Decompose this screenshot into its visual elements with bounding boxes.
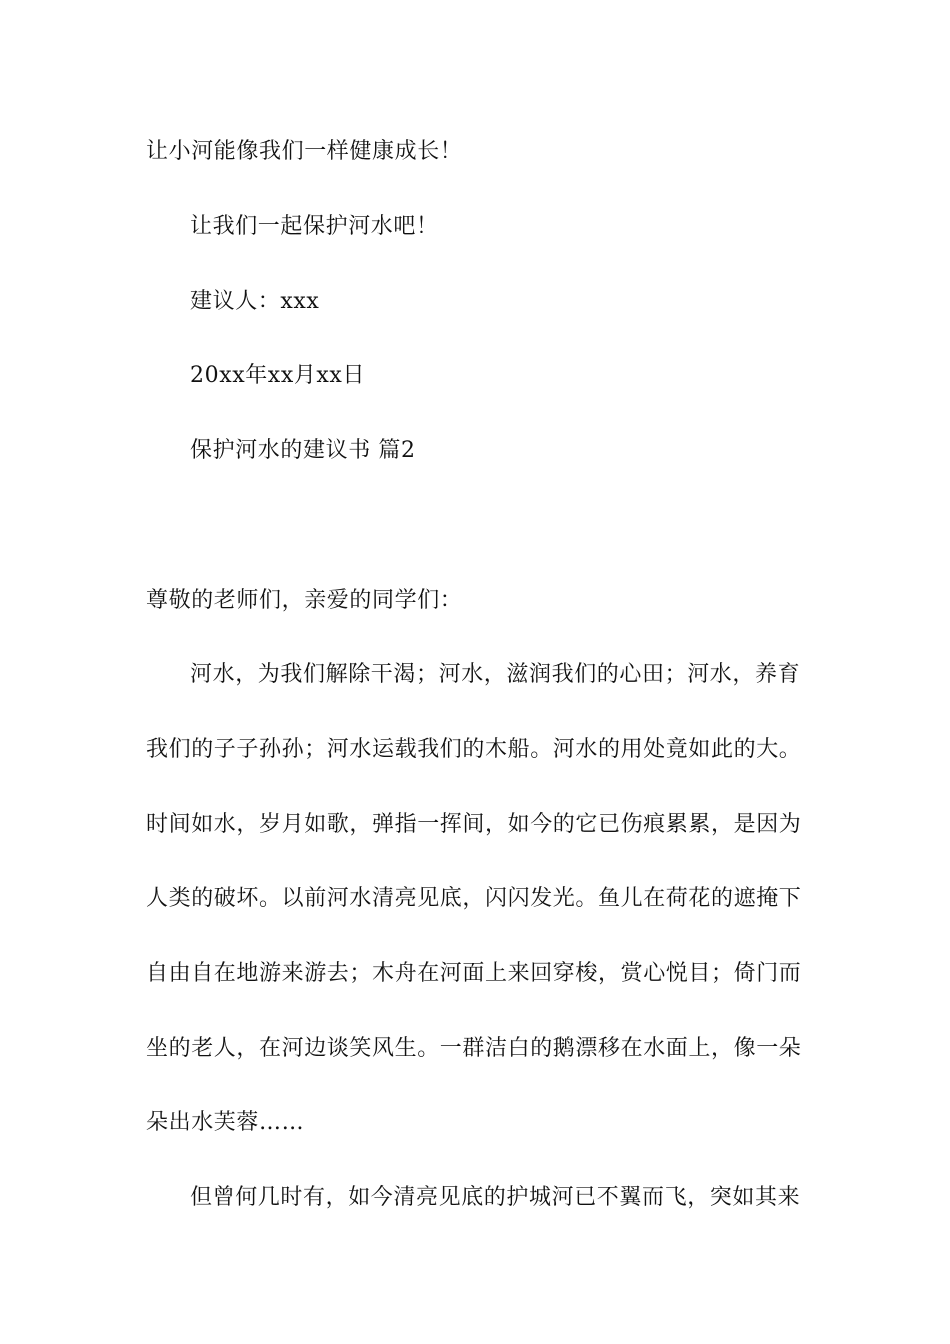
- text-line: 让小河能像我们一样健康成长！: [146, 139, 463, 164]
- paragraph-line: 河水，为我们解除干渴；河水，滋润我们的心田；河水，养育: [190, 662, 801, 687]
- paragraph-line: 坐的老人，在河边谈笑风生。一群洁白的鹅漂移在水面上，像一朵: [146, 1036, 802, 1061]
- text-line: 20xx年xx月xx日: [190, 363, 366, 388]
- salutation: 尊敬的老师们，亲爱的同学们：: [146, 588, 463, 613]
- section-heading: 保护河水的建议书 篇2: [190, 438, 416, 463]
- text-line: 建议人：xxx: [190, 289, 320, 314]
- paragraph-line: 朵出水芙蓉……: [146, 1110, 305, 1135]
- paragraph-line: 人类的破坏。以前河水清亮见底，闪闪发光。鱼儿在荷花的遮掩下: [146, 886, 802, 911]
- paragraph-line: 时间如水，岁月如歌，弹指一挥间，如今的它已伤痕累累，是因为: [146, 812, 802, 837]
- paragraph-line: 我们的子子孙孙；河水运载我们的木船。河水的用处竟如此的大。: [146, 737, 802, 762]
- text-line: 让我们一起保护河水吧！: [190, 214, 439, 239]
- paragraph-line: 但曾何几时有，如今清亮见底的护城河已不翼而飞，突如其来: [190, 1185, 801, 1210]
- paragraph-line: 自由自在地游来游去；木舟在河面上来回穿梭，赏心悦目；倚门而: [146, 961, 802, 986]
